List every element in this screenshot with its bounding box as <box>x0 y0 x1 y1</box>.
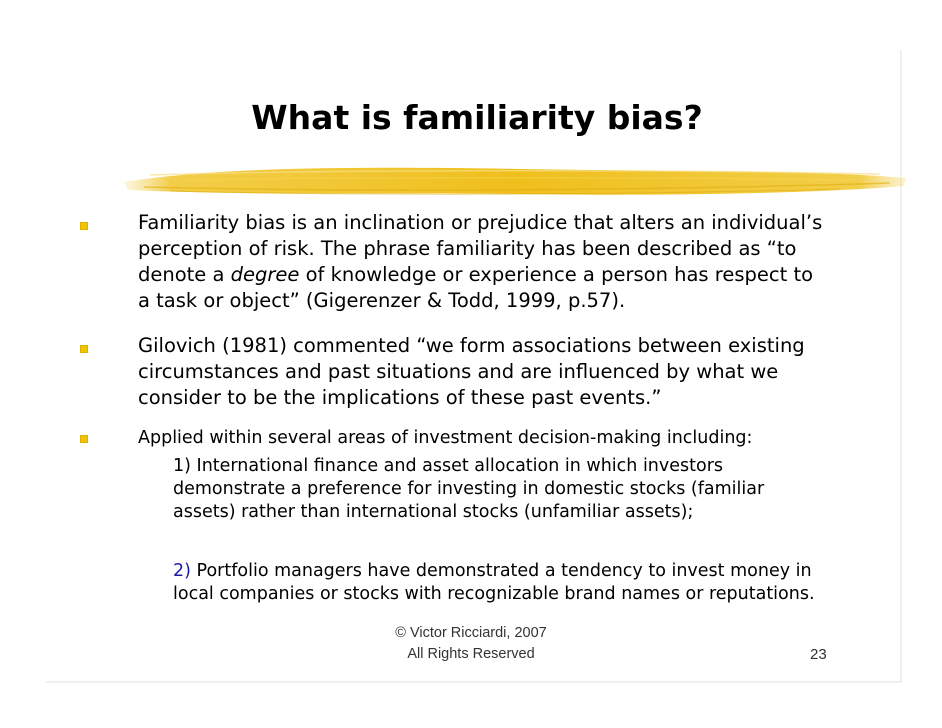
bullet-2-text <box>138 333 878 411</box>
bullet-1-line-1: Familiarity bias is an inclination or prejudice that alters an individual’s <box>138 211 823 234</box>
bullet-3-text <box>138 426 878 450</box>
subitem-2-line-2: local companies or stocks with recognizable brand names or reputations. <box>173 584 815 604</box>
slide-edge-bottom <box>46 681 902 683</box>
bullet-3-line-1: Applied within several areas of investment decision-making including: <box>138 428 753 448</box>
subitem-1-line-3: assets) rather than international stocks (unfamiliar assets); <box>173 502 694 522</box>
footer-rights: All Rights Reserved <box>407 646 535 662</box>
subitem-2-line-1-text: Portfolio managers have demonstrated a tendency to invest money in <box>190 561 812 581</box>
footer-copyright: © Victor Ricciardi, 2007 <box>395 625 547 641</box>
brush-stroke-divider <box>120 160 910 202</box>
subitem-1 <box>173 455 873 524</box>
bullet-1-line-3-end: of knowledge or experience a person has respect to <box>299 263 814 286</box>
bullet-2-line-1: Gilovich (1981) commented “we form associations between existing <box>138 334 805 357</box>
subitem-2-number: 2) <box>173 561 191 581</box>
subitem-1-line-2: demonstrate a preference for investing in domestic stocks (familiar <box>173 479 765 499</box>
slide-edge-right <box>900 50 902 682</box>
subitem-2 <box>173 560 873 606</box>
slide-title: What is familiarity bias? <box>251 98 703 137</box>
bullet-1-line-2: perception of risk. The phrase familiarity has been described as “to <box>138 237 797 260</box>
bullet-2-line-2: circumstances and past situations and are influenced by what we <box>138 360 779 383</box>
bullet-1-text <box>138 210 878 314</box>
subitem-2-line-1 <box>173 560 873 583</box>
emphasis-degree: degree <box>230 263 300 286</box>
page-number: 23 <box>810 646 827 663</box>
subitem-1-line-1-text: International finance and asset allocation in which investors <box>190 456 724 476</box>
bullet-1-line-3-start: denote a <box>138 263 231 286</box>
bullet-1-line-4: a task or object” (Gigerenzer & Todd, 1999, p.57). <box>138 289 626 312</box>
bullet-1-line-3 <box>138 262 878 288</box>
bullet-marker <box>80 222 88 230</box>
bullet-marker <box>80 345 88 353</box>
bullet-2-line-3: consider to be the implications of these past events.” <box>138 386 662 409</box>
subitem-1-number: 1) <box>173 456 191 476</box>
subitem-1-line-1 <box>173 455 873 478</box>
bullet-marker <box>80 435 88 443</box>
